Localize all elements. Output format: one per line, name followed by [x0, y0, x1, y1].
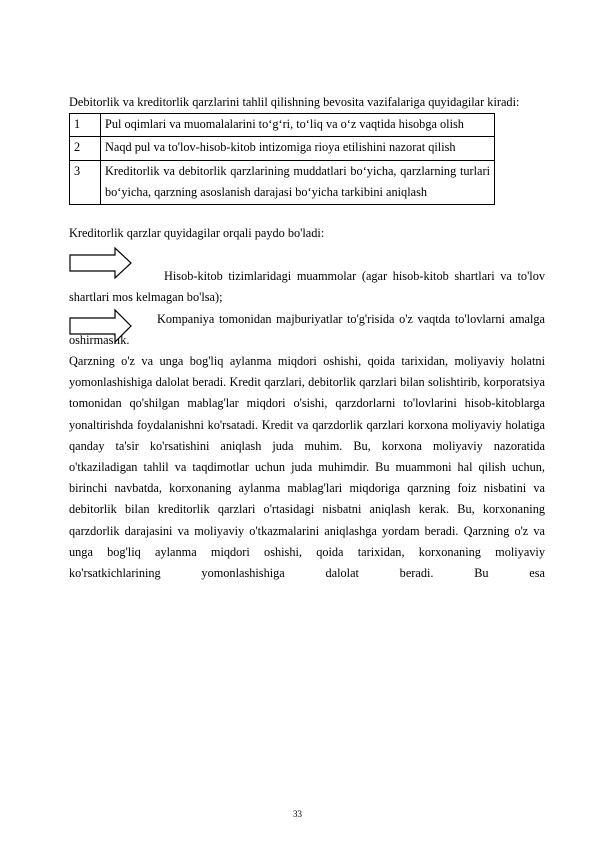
tasks-table: [69, 113, 495, 205]
source-text: Hisob-kitob tizimlaridagi muammolar (agar hisob-kitob shartlari va to'lov shartlari mos kelmagan bo'lsa);: [69, 269, 545, 305]
sources-heading: Kreditorlik qarzlar quyidagilar orqali paydo bo'ladi:: [69, 226, 325, 241]
right-arrow-icon: [69, 247, 133, 279]
source-item: [69, 309, 545, 351]
right-arrow-icon: [69, 308, 133, 344]
source-text: Kompaniya tomonidan majburiyatlar to'g'risida o'z vaqtda to'lovlarni amalga oshirmaslik.: [69, 311, 545, 347]
table-row: [70, 137, 495, 160]
row-text: Pul oqimlari va muomalalarini to‘g‘ri, to‘liq va o‘z vaqtida hisobga olish: [101, 114, 495, 137]
row-text: Kreditorlik va debitorlik qarzlarining muddatlari bo‘yicha, qarzlarning turlari bo‘yicha, qarzning asoslanish darajasi bo‘yicha tarkibini aniqlash: [101, 160, 495, 204]
document-page: [69, 92, 545, 584]
row-number: 1: [70, 114, 101, 137]
row-number: 2: [70, 137, 101, 160]
intro-paragraph: Debitorlik va kreditorlik qarzlarini tahlil qilishning bevosita vazifalariga quyidagilar kiradi:: [69, 95, 520, 109]
page-number: 33: [293, 809, 302, 819]
body-paragraph: Qarzning o'z va unga bog'liq aylanma miqdori oshishi, qoida tarixidan, moliyaviy holatni yomonlashishiga dalolat beradi. Kredit qarzlari, debitorlik qarzlari bilan solishtirib, korporatsiya tomonidan qo'shilgan mablag'lar miqdori o'sishi, qarzdorlarni to'lovlarini hisob-kitoblarga yonaltirishda foydalanishni ko'rsatadi. Kredit va qarzdorlik qarzlari korxona moliyaviy holatiga qanday ta'sir ko'rsatishini aniqlash juda muhim. Bu, korxona moliyaviy nazoratida o'tkaziladigan tahlil va taqdimotlar uchun juda muhimdir. Bu muammoni hal qilish uchun, birinchi navbatda, korxonaning aylanma mablag'lari miqdoriga qarzning foiz nisbatini va debitorlik bilan kreditorlik qarzlari o'rtasidagi nisbatni aniqlash kerak. Bu, korxonaning qarzdorlik darajasini va moliyaviy o'tkazmalarini aniqlashga yordam beradi. Qarzning o'z va unga bog'liq aylanma miqdori oshishi, qoida tarixidan, korxonaning moliyaviy ko'rsatkichlarining yomonlashishiga dalolat beradi. Bu esa: [69, 354, 545, 581]
table-row: [70, 114, 495, 137]
source-item: [69, 250, 545, 308]
row-text: Naqd pul va to'lov-hisob-kitob intizomiga rioya etilishini nazorat qilish: [101, 137, 495, 160]
row-number: 3: [70, 160, 101, 204]
table-row: [70, 160, 495, 204]
